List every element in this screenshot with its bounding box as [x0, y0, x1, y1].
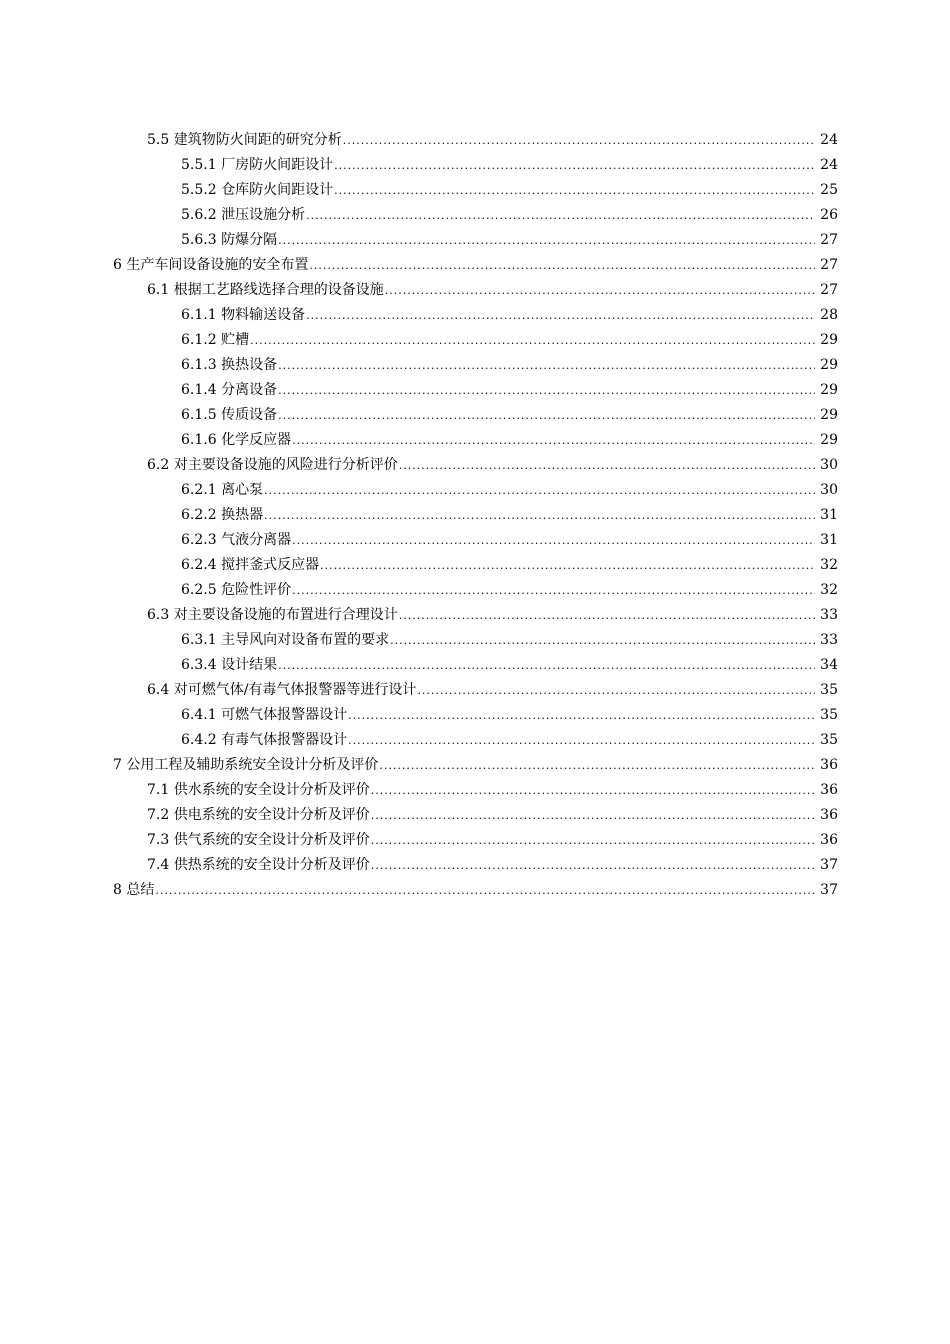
- toc-entry-page-number: 28: [820, 307, 838, 323]
- toc-entry-title: 6.2.1 离心泵: [181, 482, 264, 498]
- toc-entry[interactable]: [0, 503, 950, 528]
- toc-entry-title: 6.1.5 传质设备: [181, 407, 278, 423]
- toc-entry-title: 7.1 供水系统的安全设计分析及评价: [147, 782, 370, 798]
- toc-entry-page-number: 33: [820, 607, 838, 623]
- toc-entry-page-number: 30: [820, 457, 838, 473]
- toc-entry[interactable]: [0, 653, 950, 678]
- toc-entry-page-number: 27: [820, 257, 838, 273]
- toc-entry-page-number: 24: [820, 132, 838, 148]
- toc-dot-leader: [309, 253, 815, 278]
- toc-entry[interactable]: [0, 553, 950, 578]
- toc-entry[interactable]: [0, 253, 950, 278]
- toc-entry-title: 6.2.2 换热器: [181, 507, 264, 523]
- toc-entry-page-number: 35: [820, 682, 838, 698]
- toc-entry-title: 5.5.1 厂房防火间距设计: [181, 157, 334, 173]
- toc-dot-leader: [292, 428, 815, 453]
- toc-dot-leader: [417, 678, 815, 703]
- toc-dot-leader: [155, 878, 815, 903]
- toc-entry-title: 6.3.4 设计结果: [181, 657, 278, 673]
- toc-entry-page-number: 29: [820, 432, 838, 448]
- toc-entry-page-number: 29: [820, 407, 838, 423]
- toc-entry[interactable]: [0, 178, 950, 203]
- toc-dot-leader: [278, 653, 815, 678]
- toc-entry[interactable]: [0, 478, 950, 503]
- toc-dot-leader: [264, 478, 815, 503]
- toc-entry[interactable]: [0, 353, 950, 378]
- toc-entry-page-number: 33: [820, 632, 838, 648]
- toc-entry[interactable]: [0, 528, 950, 553]
- toc-entry-page-number: 36: [820, 807, 838, 823]
- toc-entry-page-number: 29: [820, 357, 838, 373]
- toc-entry-title: 7.3 供气系统的安全设计分析及评价: [147, 832, 370, 848]
- toc-entry-title: 6.3 对主要设备设施的布置进行合理设计: [147, 607, 398, 623]
- toc-entry[interactable]: [0, 878, 950, 903]
- toc-dot-leader: [379, 753, 815, 778]
- toc-dot-leader: [278, 403, 815, 428]
- toc-dot-leader: [399, 603, 815, 628]
- toc-entry-title: 6.2.5 危险性评价: [181, 582, 292, 598]
- toc-dot-leader: [306, 203, 815, 228]
- toc-entry-page-number: 37: [820, 857, 838, 873]
- toc-entry[interactable]: [0, 153, 950, 178]
- toc-entry[interactable]: [0, 303, 950, 328]
- toc-dot-leader: [278, 353, 815, 378]
- toc-entry[interactable]: [0, 428, 950, 453]
- toc-entry-title: 7.4 供热系统的安全设计分析及评价: [147, 857, 370, 873]
- toc-entry-page-number: 27: [820, 232, 838, 248]
- toc-entry-page-number: 29: [820, 382, 838, 398]
- toc-entry-page-number: 24: [820, 157, 838, 173]
- toc-entry[interactable]: [0, 328, 950, 353]
- toc-entry-title: 5.6.3 防爆分隔: [181, 232, 278, 248]
- toc-entry-title: 6.1.3 换热设备: [181, 357, 278, 373]
- toc-entry-page-number: 31: [820, 532, 838, 548]
- toc-entry-title: 6.3.1 主导风向对设备布置的要求: [181, 632, 390, 648]
- toc-entry-title: 6.2 对主要设备设施的风险进行分析评价: [147, 457, 398, 473]
- toc-entry[interactable]: [0, 703, 950, 728]
- toc-entry-page-number: 31: [820, 507, 838, 523]
- toc-entry[interactable]: [0, 578, 950, 603]
- toc-entry-title: 8 总结: [113, 882, 155, 898]
- toc-entry-title: 6.1.2 贮槽: [181, 332, 250, 348]
- toc-entry-title: 6 生产车间设备设施的安全布置: [113, 257, 309, 273]
- toc-entry-title: 6.1.1 物料输送设备: [181, 307, 306, 323]
- toc-entry-title: 6.1.6 化学反应器: [181, 432, 292, 448]
- toc-entry-page-number: 35: [820, 707, 838, 723]
- toc-dot-leader: [334, 153, 815, 178]
- toc-entry-title: 6.2.4 搅拌釜式反应器: [181, 557, 320, 573]
- toc-entry-page-number: 25: [820, 182, 838, 198]
- toc-entry-title: 5.5.2 仓库防火间距设计: [181, 182, 334, 198]
- toc-entry-page-number: 36: [820, 832, 838, 848]
- toc-entry[interactable]: [0, 803, 950, 828]
- toc-dot-leader: [371, 828, 815, 853]
- toc-entry[interactable]: [0, 678, 950, 703]
- toc-entry-title: 5.5 建筑物防火间距的研究分析: [147, 132, 342, 148]
- toc-dot-leader: [250, 328, 815, 353]
- toc-entry[interactable]: [0, 403, 950, 428]
- toc-entry-page-number: 35: [820, 732, 838, 748]
- toc-dot-leader: [334, 178, 815, 203]
- toc-dot-leader: [385, 278, 815, 303]
- toc-dot-leader: [348, 703, 815, 728]
- toc-dot-leader: [399, 453, 815, 478]
- toc-dot-leader: [306, 303, 815, 328]
- toc-dot-leader: [390, 628, 815, 653]
- toc-entry[interactable]: [0, 453, 950, 478]
- toc-entry-title: 7.2 供电系统的安全设计分析及评价: [147, 807, 370, 823]
- toc-entry-title: 6.1 根据工艺路线选择合理的设备设施: [147, 282, 384, 298]
- toc-entry[interactable]: [0, 778, 950, 803]
- toc-entry-title: 7 公用工程及辅助系统安全设计分析及评价: [113, 757, 379, 773]
- toc-dot-leader: [371, 778, 815, 803]
- toc-entry[interactable]: [0, 628, 950, 653]
- toc-entry-page-number: 32: [820, 582, 838, 598]
- toc-entry[interactable]: [0, 278, 950, 303]
- toc-entry-page-number: 26: [820, 207, 838, 223]
- toc-entry[interactable]: [0, 753, 950, 778]
- toc-entry-page-number: 36: [820, 782, 838, 798]
- toc-entry-page-number: 30: [820, 482, 838, 498]
- toc-entry[interactable]: [0, 228, 950, 253]
- toc-entry-title: 6.2.3 气液分离器: [181, 532, 292, 548]
- toc-dot-leader: [278, 378, 815, 403]
- toc-dot-leader: [371, 853, 815, 878]
- toc-dot-leader: [348, 728, 815, 753]
- toc-entry-title: 5.6.2 泄压设施分析: [181, 207, 306, 223]
- toc-entry-title: 6.4 对可燃气体/有毒气体报警器等进行设计: [147, 682, 417, 698]
- toc-dot-leader: [343, 128, 815, 153]
- toc-entry-title: 6.1.4 分离设备: [181, 382, 278, 398]
- toc-dot-leader: [264, 503, 815, 528]
- toc-entry-page-number: 29: [820, 332, 838, 348]
- toc-entry-page-number: 32: [820, 557, 838, 573]
- toc-entry-page-number: 37: [820, 882, 838, 898]
- toc-entry[interactable]: [0, 203, 950, 228]
- toc-dot-leader: [292, 578, 815, 603]
- toc-dot-leader: [292, 528, 815, 553]
- toc-entry[interactable]: [0, 378, 950, 403]
- toc-entry-page-number: 27: [820, 282, 838, 298]
- table-of-contents: [0, 128, 950, 903]
- toc-dot-leader: [278, 228, 815, 253]
- toc-entry-page-number: 36: [820, 757, 838, 773]
- toc-entry[interactable]: [0, 853, 950, 878]
- toc-entry[interactable]: [0, 128, 950, 153]
- toc-entry-page-number: 34: [820, 657, 838, 673]
- toc-dot-leader: [371, 803, 815, 828]
- toc-entry[interactable]: [0, 828, 950, 853]
- toc-entry-title: 6.4.2 有毒气体报警器设计: [181, 732, 348, 748]
- toc-entry-title: 6.4.1 可燃气体报警器设计: [181, 707, 348, 723]
- toc-dot-leader: [320, 553, 815, 578]
- toc-entry[interactable]: [0, 728, 950, 753]
- toc-entry[interactable]: [0, 603, 950, 628]
